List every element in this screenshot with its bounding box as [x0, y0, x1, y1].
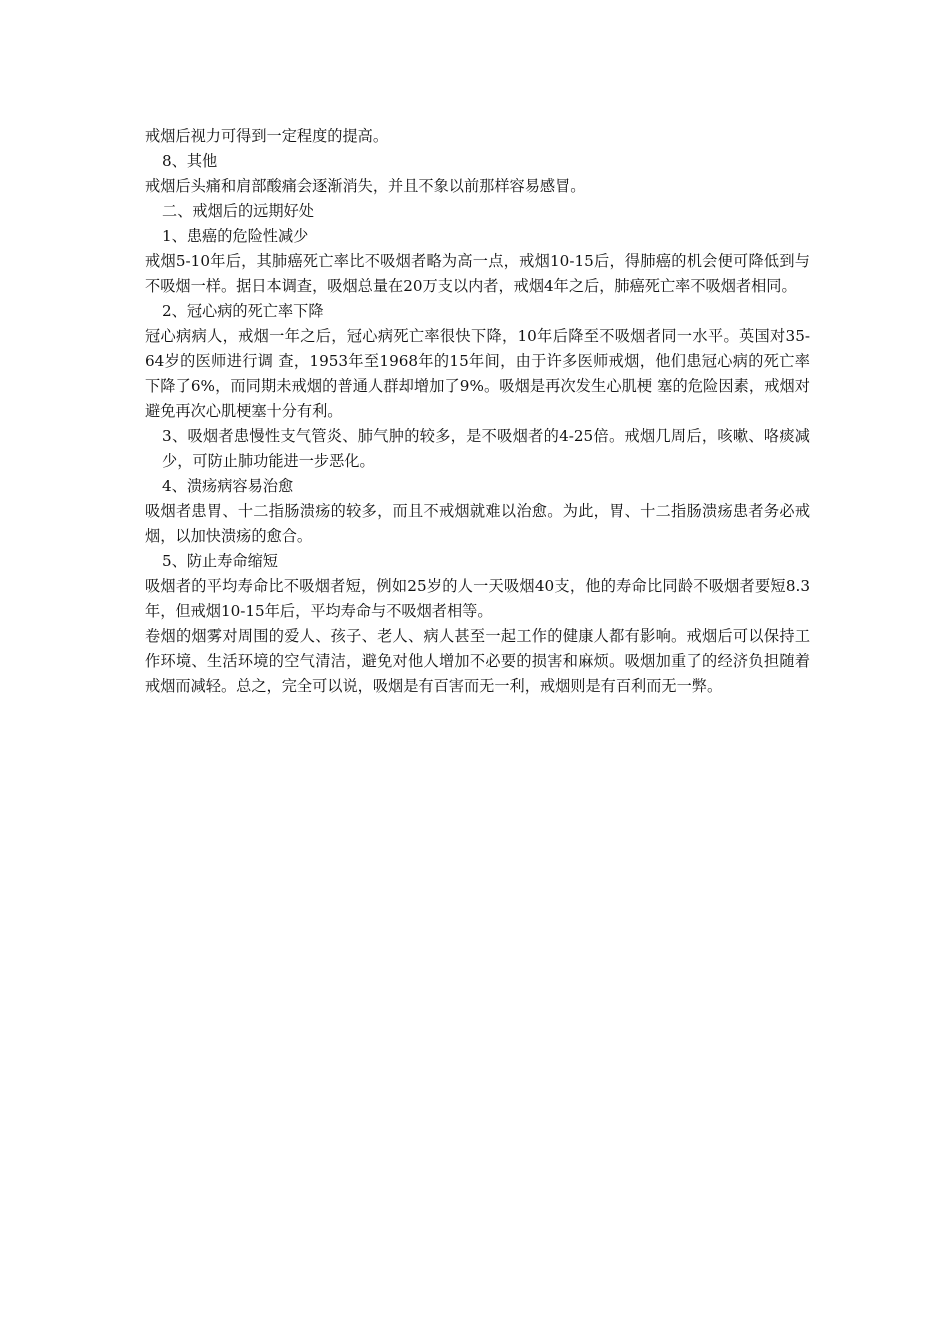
section-heading: 8、其他	[162, 152, 218, 170]
paragraph: 卷烟的烟雾对周围的爱人、孩子、老人、病人甚至一起工作的健康人都有影响。戒烟后可以保持工作环境、生活环境的空气清洁，避免对他人增加不必要的损害和麻烦。吸烟加重了的经济负担随着戒烟而减轻。总之，完全可以说，吸烟是有百害而无一利，戒烟则是有百利而无一弊。	[145, 627, 810, 695]
section-heading: 二、戒烟后的远期好处	[162, 202, 314, 220]
paragraph: 戒烟后视力可得到一定程度的提高。	[145, 127, 388, 145]
paragraph: 戒烟5-10年后，其肺癌死亡率比不吸烟者略为高一点，戒烟10-15后，得肺癌的机会便可降低到与不吸烟一样。据日本调查，吸烟总量在20万支以内者，戒烟4年之后，肺癌死亡率不吸烟者相同。	[145, 252, 810, 295]
paragraph: 吸烟者的平均寿命比不吸烟者短，例如25岁的人一天吸烟40支，他的寿命比同龄不吸烟者要短8.3年，但戒烟10-15年后，平均寿命与不吸烟者相等。	[145, 577, 810, 620]
paragraph: 3、吸烟者患慢性支气管炎、肺气肿的较多，是不吸烟者的4-25倍。戒烟几周后，咳嗽、咯痰减少，可防止肺功能进一步恶化。	[162, 427, 810, 470]
section-heading: 2、冠心病的死亡率下降	[162, 302, 324, 320]
document-body	[145, 124, 810, 699]
section-heading: 1、患癌的危险性减少	[162, 227, 309, 245]
section-heading: 5、防止寿命缩短	[162, 552, 278, 570]
paragraph: 戒烟后头痛和肩部酸痛会逐渐消失，并且不象以前那样容易感冒。	[145, 177, 586, 195]
section-heading: 4、溃疡病容易治愈	[162, 477, 294, 495]
paragraph: 冠心病病人，戒烟一年之后，冠心病死亡率很快下降，10年后降至不吸烟者同一水平。英国对35-64岁的医师进行调 查，1953年至1968年的15年间，由于许多医师戒烟，他们患冠心病的死亡率下降了6%，而同期未戒烟的普通人群却增加了9%。吸烟是再次发生心肌梗 塞的危险因素，戒烟对避免再次心肌梗塞十分有利。	[145, 327, 810, 420]
paragraph: 吸烟者患胃、十二指肠溃疡的较多，而且不戒烟就难以治愈。为此，胃、十二指肠溃疡患者务必戒烟，以加快溃疡的愈合。	[145, 502, 810, 545]
